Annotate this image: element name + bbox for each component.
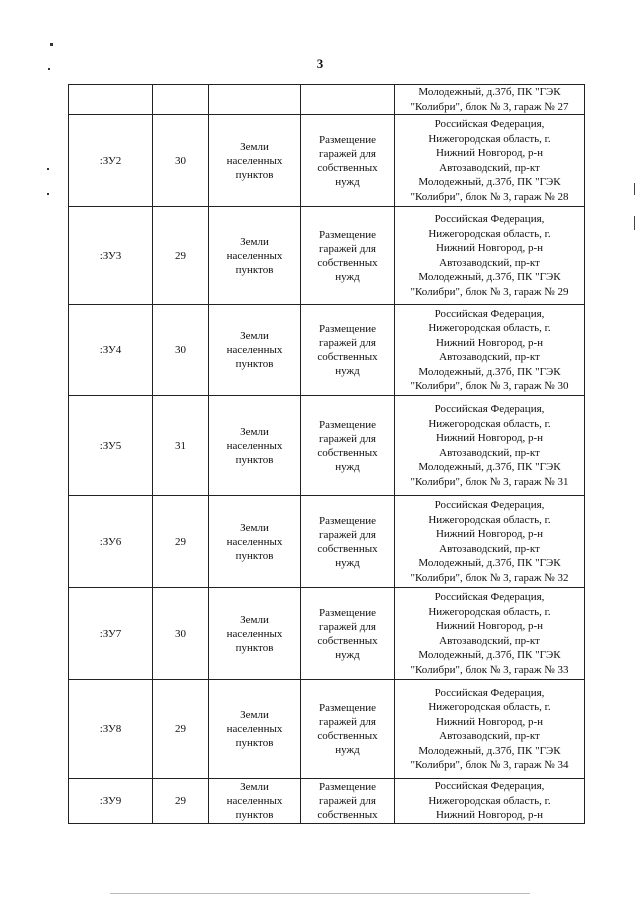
land-category-cell (209, 305, 301, 396)
address-line: Нижний Новгород, р-н (435, 242, 544, 254)
address-line: Нижний Новгород, р-н (435, 147, 544, 159)
permitted-use-line: нужд (335, 556, 360, 569)
address-line: Автозаводский, пр-кт (439, 256, 540, 269)
permitted-use-cell (301, 396, 395, 496)
plot-id-cell (69, 85, 153, 115)
address-line: Молодежный, д.37б, ПК "ГЭК (418, 86, 561, 98)
land-category-line: Земли (240, 780, 269, 793)
plot-id-cell: :ЗУ6 (69, 496, 153, 588)
permitted-use-cell (301, 588, 395, 680)
land-category-line: населенных (226, 154, 283, 167)
permitted-use-cell (301, 305, 395, 396)
address-line: Российская Федерация, (434, 213, 545, 225)
land-category-cell (209, 207, 301, 305)
permitted-use-line: нужд (335, 175, 360, 188)
land-category-cell (209, 588, 301, 680)
address-line: Российская Федерация, (434, 403, 545, 415)
land-category-line: населенных (226, 344, 283, 356)
land-category-cell (209, 496, 301, 588)
address-line: Нижегородская область, г. (428, 605, 551, 618)
address-cell (395, 396, 585, 496)
table-body (69, 85, 585, 824)
permitted-use-line: собственных (317, 542, 378, 555)
permitted-use-line: гаражей для (319, 716, 376, 728)
scan-speck (47, 193, 49, 195)
plot-area-cell: 30 (153, 588, 209, 680)
land-category-line: пунктов (235, 453, 274, 466)
address-line: "Колибри", блок № 3, гараж № 34 (410, 759, 569, 771)
address-line: Автозаводский, пр-кт (439, 446, 540, 459)
land-category-line: Земли (240, 140, 269, 153)
address-cell (395, 85, 585, 115)
plot-area-cell: 30 (153, 305, 209, 396)
permitted-use-line: гаражей для (319, 337, 376, 349)
land-category-line: Земли (240, 709, 269, 721)
land-category-line: пунктов (235, 737, 274, 749)
table-row (69, 588, 585, 680)
address-line: Нижегородская область, г. (428, 132, 551, 145)
permitted-use-line: собственных (317, 161, 378, 174)
address-line: "Колибри", блок № 3, гараж № 29 (410, 285, 569, 298)
plot-id-cell: :ЗУ9 (69, 779, 153, 824)
land-category-line: населенных (226, 249, 283, 262)
address-line: Молодежный, д.37б, ПК "ГЭК (418, 744, 561, 757)
table-row (69, 115, 585, 207)
address-line: Российская Федерация, (434, 591, 545, 603)
address-line: Российская Федерация, (434, 499, 545, 511)
land-category-cell (209, 680, 301, 779)
address-line: Автозаводский, пр-кт (439, 730, 540, 742)
permitted-use-line: нужд (335, 365, 360, 377)
plot-area-cell: 29 (153, 779, 209, 824)
plot-id-cell: :ЗУ5 (69, 396, 153, 496)
table-row (69, 496, 585, 588)
page-number: 3 (316, 56, 324, 71)
address-cell (395, 588, 585, 680)
land-category-cell (209, 85, 301, 115)
address-line: Молодежный, д.37б, ПК "ГЭК (418, 557, 561, 569)
address-line: Нижегородская область, г. (428, 513, 551, 526)
address-line: Молодежный, д.37б, ПК "ГЭК (418, 365, 561, 378)
land-category-line: населенных (226, 535, 283, 548)
land-category-cell (209, 115, 301, 207)
permitted-use-line: собственных (317, 256, 378, 269)
land-category-line: Земли (240, 521, 269, 534)
land-category-line: населенных (226, 439, 283, 452)
scan-bottom-line (110, 893, 530, 894)
permitted-use-line: Размещение (318, 780, 377, 793)
permitted-use-line: Размещение (318, 133, 377, 146)
plot-area-cell: 29 (153, 207, 209, 305)
permitted-use-line: гаражей для (319, 620, 376, 633)
land-category-line: пунктов (235, 168, 274, 181)
address-line: "Колибри", блок № 3, гараж № 31 (410, 475, 569, 488)
permitted-use-line: нужд (335, 460, 360, 473)
land-category-cell (209, 779, 301, 824)
permitted-use-cell (301, 779, 395, 824)
address-cell (395, 115, 585, 207)
address-line: "Колибри", блок № 3, гараж № 32 (410, 571, 569, 584)
plot-id-cell: :ЗУ2 (69, 115, 153, 207)
permitted-use-cell (301, 207, 395, 305)
land-category-line: Земли (240, 425, 269, 438)
land-category-cell (209, 396, 301, 496)
land-category-line: пунктов (235, 641, 274, 654)
permitted-use-line: собственных (317, 634, 378, 647)
address-line: Нижегородская область, г. (428, 322, 551, 334)
plot-id-cell: :ЗУ3 (69, 207, 153, 305)
table-row (69, 305, 585, 396)
plot-area-cell: 30 (153, 115, 209, 207)
permitted-use-line: нужд (335, 270, 360, 283)
address-line: Нижний Новгород, р-н (435, 620, 544, 632)
scan-speck (50, 43, 53, 46)
permitted-use-line: Размещение (318, 514, 377, 527)
address-line: "Колибри", блок № 3, гараж № 30 (410, 380, 569, 392)
address-line: Нижний Новгород, р-н (435, 528, 544, 540)
address-line: Российская Федерация, (434, 780, 545, 792)
permitted-use-line: нужд (335, 648, 360, 661)
permitted-use-line: гаражей для (319, 794, 376, 807)
address-line: Молодежный, д.37б, ПК "ГЭК (418, 271, 561, 283)
permitted-use-line: собственных (317, 446, 378, 459)
land-category-line: населенных (226, 723, 283, 735)
land-category-line: населенных (226, 627, 283, 640)
address-line: Российская Федерация, (434, 118, 545, 130)
address-line: Российская Федерация, (434, 686, 545, 699)
land-category-line: населенных (226, 794, 283, 807)
table-row (69, 680, 585, 779)
address-line: Нижний Новгород, р-н (435, 715, 544, 728)
address-line: Нижегородская область, г. (428, 794, 551, 807)
land-category-line: Земли (240, 330, 269, 342)
address-line: Нижний Новгород, р-н (435, 809, 544, 821)
permitted-use-cell (301, 115, 395, 207)
land-category-line: Земли (240, 613, 269, 626)
address-line: Нижегородская область, г. (428, 701, 551, 713)
permitted-use-cell (301, 680, 395, 779)
address-line: Автозаводский, пр-кт (439, 351, 540, 363)
permitted-use-line: собственных (317, 351, 378, 363)
address-line: "Колибри", блок № 3, гараж № 33 (410, 663, 569, 676)
land-category-line: Земли (240, 235, 269, 248)
address-line: Молодежный, д.37б, ПК "ГЭК (418, 176, 561, 188)
permitted-use-line: Размещение (318, 606, 377, 619)
address-line: "Колибри", блок № 3, гараж № 27 (410, 100, 569, 113)
address-line: Автозаводский, пр-кт (439, 634, 540, 647)
land-category-line: пунктов (235, 808, 274, 821)
scan-speck (47, 168, 49, 170)
address-cell (395, 779, 585, 824)
table-row (69, 207, 585, 305)
permitted-use-line: собственных (317, 730, 378, 742)
address-cell (395, 680, 585, 779)
address-cell (395, 305, 585, 396)
permitted-use-cell (301, 85, 395, 115)
land-plots-table (68, 84, 585, 824)
plot-area-cell: 29 (153, 496, 209, 588)
land-category-line: пунктов (235, 549, 274, 562)
plot-id-cell: :ЗУ8 (69, 680, 153, 779)
permitted-use-line: нужд (335, 744, 360, 756)
plot-id-cell: :ЗУ4 (69, 305, 153, 396)
permitted-use-line: гаражей для (319, 147, 376, 160)
permitted-use-line: собственных (317, 808, 378, 821)
address-cell (395, 207, 585, 305)
permitted-use-line: гаражей для (319, 528, 376, 541)
permitted-use-line: гаражей для (319, 242, 376, 255)
plot-area-cell: 29 (153, 680, 209, 779)
address-line: Автозаводский, пр-кт (439, 542, 540, 555)
permitted-use-line: Размещение (318, 418, 377, 431)
address-line: Нижний Новгород, р-н (435, 432, 544, 444)
land-category-line: пунктов (235, 358, 274, 370)
address-line: "Колибри", блок № 3, гараж № 28 (410, 190, 569, 203)
permitted-use-line: Размещение (318, 228, 377, 241)
address-line: Нижний Новгород, р-н (435, 336, 544, 349)
address-line: Нижегородская область, г. (428, 227, 551, 240)
plot-area-cell: 31 (153, 396, 209, 496)
address-cell (395, 496, 585, 588)
permitted-use-line: Размещение (318, 702, 377, 714)
permitted-use-line: гаражей для (319, 432, 376, 445)
scan-edge-mark (634, 183, 635, 195)
scan-edge-mark (634, 216, 635, 230)
address-line: Молодежный, д.37б, ПК "ГЭК (418, 461, 561, 473)
plot-id-cell: :ЗУ7 (69, 588, 153, 680)
land-category-line: пунктов (235, 263, 274, 276)
address-line: Нижегородская область, г. (428, 417, 551, 430)
address-line: Молодежный, д.37б, ПК "ГЭК (418, 649, 561, 661)
table-row (69, 85, 585, 115)
plot-area-cell (153, 85, 209, 115)
address-line: Российская Федерация, (434, 307, 545, 320)
address-line: Автозаводский, пр-кт (439, 161, 540, 174)
table-row (69, 396, 585, 496)
permitted-use-cell (301, 496, 395, 588)
table-row (69, 779, 585, 824)
permitted-use-line: Размещение (318, 323, 377, 335)
